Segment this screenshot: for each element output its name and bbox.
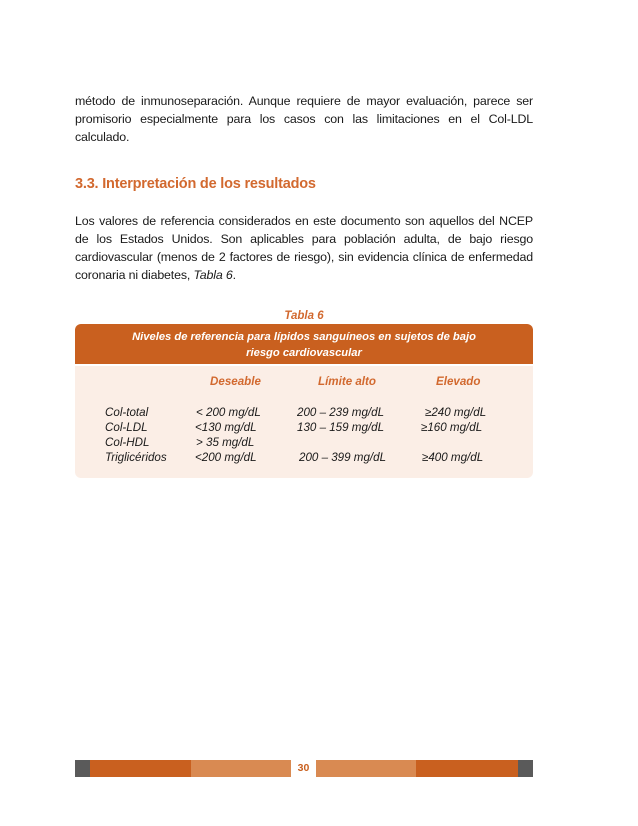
table-reference: Tabla 6	[193, 268, 233, 282]
footer-bar-light-left	[191, 760, 291, 777]
cell-deseable: < 200 mg/dL	[196, 406, 261, 419]
reference-table	[75, 366, 533, 478]
table-title-line2: riesgo cardiovascular	[246, 347, 362, 359]
cell-elevado: ≥160 mg/dL	[421, 421, 483, 434]
cell-limite: 200 – 399 mg/dL	[299, 451, 387, 464]
page-number: 30	[291, 760, 316, 777]
column-header-elevado: Elevado	[436, 375, 481, 388]
footer-bar-dark-right	[416, 760, 518, 777]
footer-bar-dark-left	[90, 760, 191, 777]
column-header-limite-alto: Límite alto	[318, 375, 376, 388]
body-end: .	[232, 268, 236, 282]
section-heading: 3.3. Interpretación de los resultados	[75, 176, 316, 192]
cell-deseable: <130 mg/dL	[195, 421, 257, 434]
row-label: Col-HDL	[105, 436, 150, 449]
column-header-deseable: Deseable	[210, 375, 261, 388]
cell-limite: 130 – 159 mg/dL	[297, 421, 385, 434]
cell-deseable: <200 mg/dL	[195, 451, 257, 464]
body-paragraph	[75, 212, 533, 284]
row-label: Triglicéridos	[105, 451, 167, 464]
cell-elevado: ≥400 mg/dL	[422, 451, 484, 464]
table-caption: Tabla 6	[284, 310, 324, 322]
table-title-band	[75, 324, 533, 364]
row-label: Col-total	[105, 406, 149, 419]
footer-bar-gray-left	[75, 760, 90, 777]
footer-bar-light-right	[316, 760, 416, 777]
body-text: Los valores de referencia considerados en este documento son aquellos del NCEP de los Estados Unidos. Son aplicables para población adulta, de bajo riesgo cardiovascular (menos de 2 factores de riesgo), sin evidencia clínica de enfermedad coronaria ni diabetes,	[75, 214, 533, 282]
cell-limite: 200 – 239 mg/dL	[297, 406, 385, 419]
cell-elevado: ≥240 mg/dL	[425, 406, 487, 419]
footer-bar-gray-right	[518, 760, 533, 777]
cell-deseable: > 35 mg/dL	[196, 436, 255, 449]
table-title-line1: Niveles de referencia para lípidos sanguíneos en sujetos de bajo	[132, 331, 476, 343]
intro-paragraph: método de inmunoseparación. Aunque requiere de mayor evaluación, parece ser promisorio especialmente para los casos con las limitaciones en el Col-LDL calculado.	[75, 94, 533, 144]
row-label: Col-LDL	[105, 421, 148, 434]
